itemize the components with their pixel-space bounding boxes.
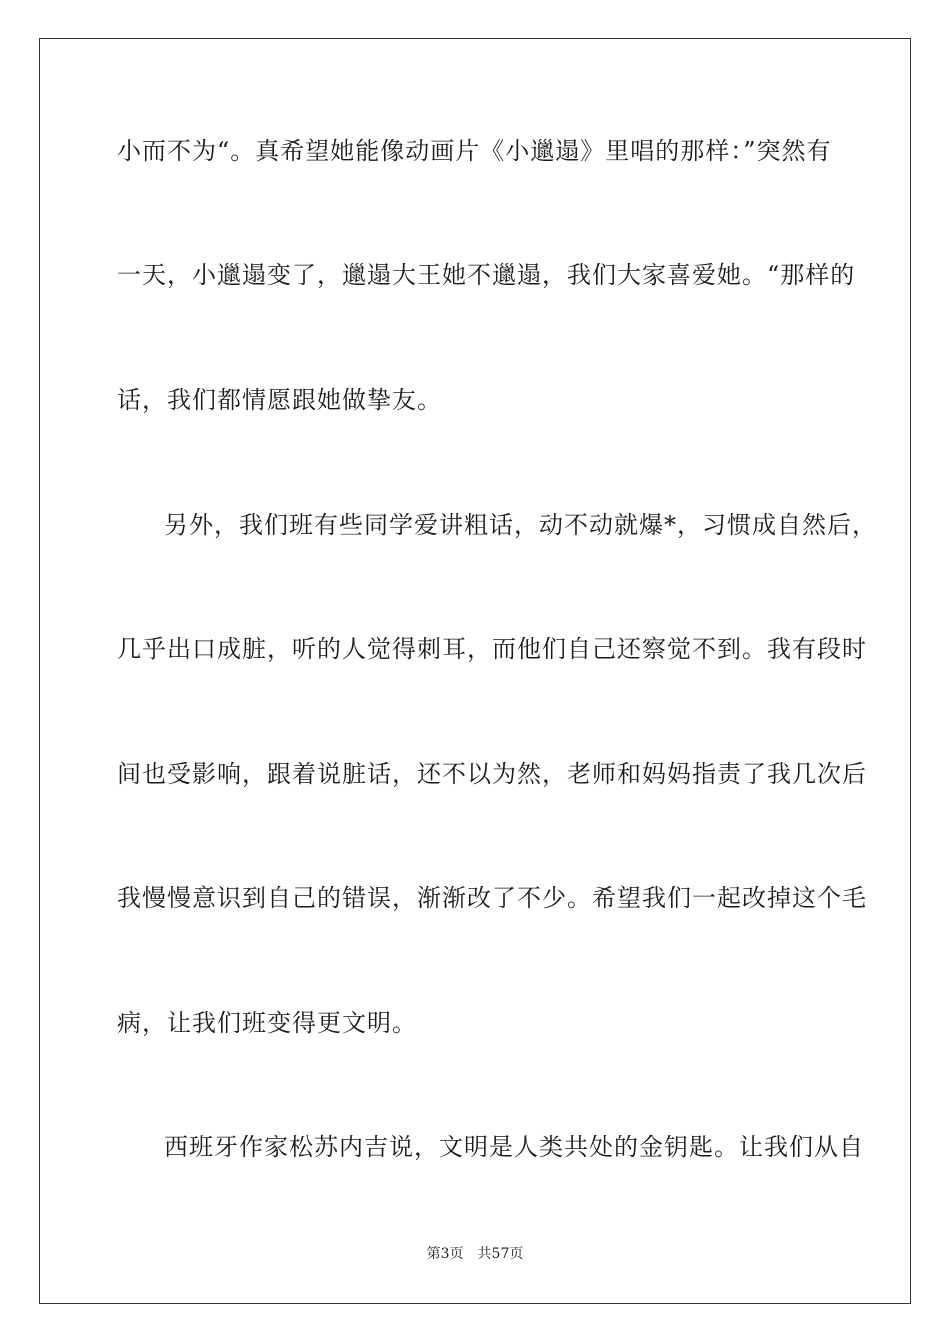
page-total: 共57页 [477,1246,524,1262]
page-number: 第3页 [426,1246,464,1262]
text-line-9: 西班牙作家松苏内吉说，文明是人类共处的金钥匙。让我们从自 [164,1133,864,1161]
text-line-4: 另外，我们班有些同学爱讲粗话，动不动就爆*，习惯成自然后， [164,511,877,539]
text-line-7: 我慢慢意识到自己的错误，渐渐改了不少。希望我们一起改掉这个毛 [117,884,867,912]
text-line-6: 间也受影响，跟着说脏话，还不以为然，老师和妈妈指责了我几次后 [117,760,867,788]
text-line-8: 病，让我们班变得更文明。 [117,1009,417,1037]
text-line-5: 几乎出口成脏，听的人觉得刺耳，而他们自己还察觉不到。我有段时 [117,635,867,663]
text-line-3: 话，我们都情愿跟她做挚友。 [117,386,442,414]
text-line-1: 小而不为“。真希望她能像动画片《小邋遢》里唱的那样：”突然有 [117,137,832,165]
page-footer [0,1245,950,1263]
text-line-2: 一天，小邋遢变了，邋遢大王她不邋遢，我们大家喜爱她。“那样的 [117,261,856,289]
page-border [39,38,911,1304]
